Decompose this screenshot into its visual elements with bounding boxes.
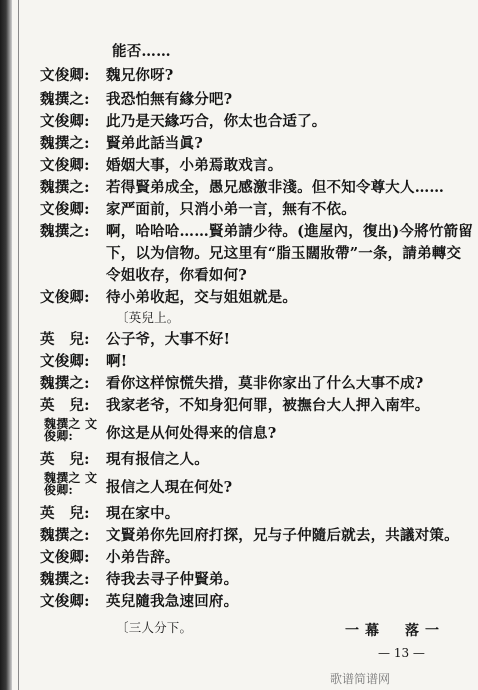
speaker: 文俊卿: bbox=[40, 353, 90, 370]
stage-direction: 〔三人分下。 bbox=[116, 620, 193, 635]
speaker: 英 兒: bbox=[40, 331, 90, 348]
speaker: 文俊卿: bbox=[40, 157, 90, 174]
line-text: 看你这样惊慌失措，莫非你家出了什么大事不成? bbox=[106, 375, 424, 392]
line-text: 待小弟收起，交与姐姐就是。 bbox=[106, 289, 298, 306]
speaker: 魏撰之: bbox=[40, 527, 90, 544]
line-text: 文賢弟你先回府打探，兄与子仲隨后就去，共議对策。 bbox=[106, 527, 459, 544]
line-text: 小弟告辞。 bbox=[106, 549, 180, 566]
speaker: 魏撰之: bbox=[40, 91, 90, 108]
speaker: 英 兒: bbox=[40, 505, 90, 522]
line-text: 能否…… bbox=[112, 43, 171, 60]
line-text: 此乃是天緣巧合，你太也合适了。 bbox=[106, 113, 327, 130]
line-text: 下，以为信物。兄这里有“脂玉闊妝帶”一条，請弟轉交 bbox=[106, 245, 462, 262]
page-number: — 13 — bbox=[378, 646, 425, 660]
speaker: 文俊卿: bbox=[40, 593, 90, 610]
line-text: 賢弟此話当眞? bbox=[106, 135, 203, 152]
speaker: 英 兒: bbox=[40, 397, 90, 414]
binding-line bbox=[18, 0, 19, 690]
line-text: 待我去寻子仲賢弟。 bbox=[106, 571, 239, 588]
speaker: 魏撰之: bbox=[40, 179, 90, 196]
speaker: 魏撰之: bbox=[40, 223, 90, 240]
joint-speaker: 魏撰之 文俊卿: bbox=[44, 417, 98, 443]
line-text: 我家老爷，不知身犯何罪，被撫台大人押入南牢。 bbox=[106, 397, 430, 414]
speaker: 文俊卿: bbox=[40, 201, 90, 218]
line-text: 啊，哈哈哈……賢弟請少待。(進屋內，復出)今將竹箭留 bbox=[106, 223, 473, 240]
speaker: 魏撰之: bbox=[40, 135, 90, 152]
speaker: 魏撰之: bbox=[40, 571, 90, 588]
binding-shadow bbox=[0, 0, 12, 690]
line-text: 魏兄你呀? bbox=[106, 67, 174, 84]
speaker: 魏撰之: bbox=[40, 375, 90, 392]
line-text: 我恐怕無有緣分吧? bbox=[106, 91, 233, 108]
line-text: 若得賢弟成全，愚兄感激非淺。但不知令尊大人…… bbox=[106, 179, 445, 196]
line-text: 报信之人現在何处? bbox=[106, 479, 233, 496]
speaker: 文俊卿: bbox=[40, 549, 90, 566]
speaker: 文俊卿: bbox=[40, 67, 90, 84]
line-text: 你这是从何处得来的信息? bbox=[106, 425, 277, 442]
line-text: 現有报信之人。 bbox=[106, 451, 209, 468]
line-text: 令姐收存，你看如何? bbox=[106, 267, 247, 284]
line-text: 家严面前，只消小弟一言，無有不依。 bbox=[106, 201, 356, 218]
line-text: 現在家中。 bbox=[106, 505, 180, 522]
watermark: 歌谱简谱网 bbox=[330, 672, 391, 686]
speaker: 英 兒: bbox=[40, 451, 90, 468]
line-text: 啊! bbox=[106, 353, 128, 370]
speaker: 文俊卿: bbox=[40, 289, 90, 306]
line-text: 公子爷，大事不好! bbox=[106, 331, 231, 348]
joint-speaker: 魏撰之 文俊卿: bbox=[44, 471, 98, 497]
act-end-marker: 一幕 落一 bbox=[345, 623, 445, 639]
line-text: 婚姻大事，小弟焉敢戏言。 bbox=[106, 157, 283, 174]
speaker: 文俊卿: bbox=[40, 113, 90, 130]
stage-direction: 〔英兒上。 bbox=[116, 310, 180, 325]
line-text: 英兒隨我急速回府。 bbox=[106, 593, 239, 610]
